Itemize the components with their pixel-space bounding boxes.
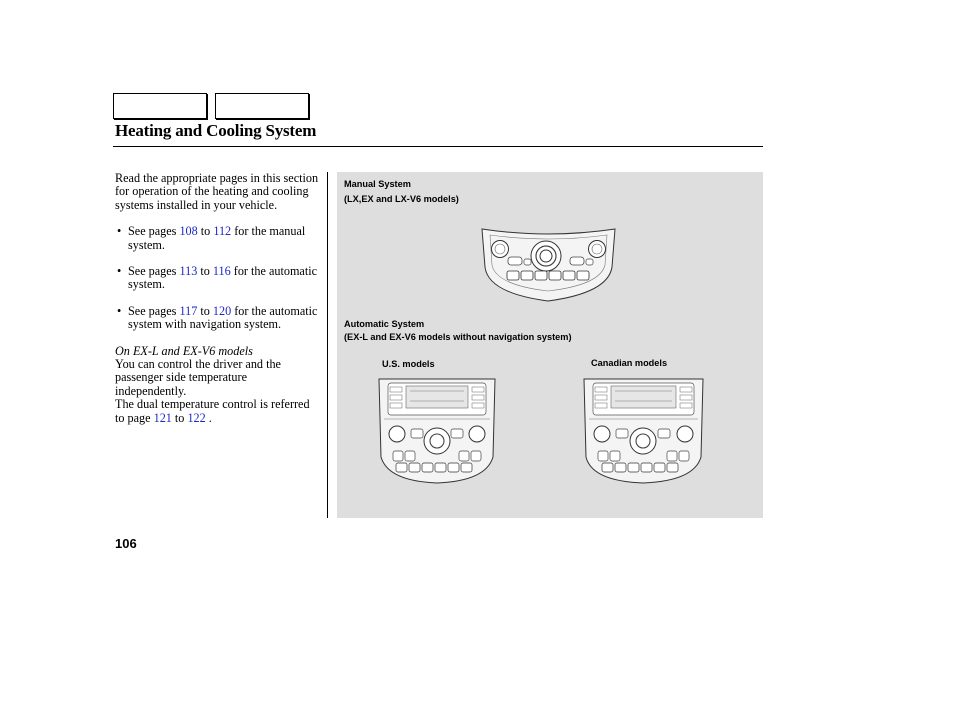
us-models-caption: U.S. models [382, 359, 435, 369]
intro-paragraph: Read the appropriate pages in this section for operation of the heating and cooling systems installed in your vehicle. [115, 171, 319, 212]
page-link-120[interactable]: 120 [212, 303, 232, 318]
automatic-system-caption: Automatic System [344, 319, 425, 329]
page-number: 106 [115, 536, 137, 551]
nav-tab-box-1[interactable] [113, 93, 207, 119]
nav-tab-box-2[interactable] [215, 93, 309, 119]
page-link-122[interactable]: 122 [187, 410, 206, 425]
manual-system-caption: Manual System [344, 179, 411, 189]
dual-control-reference: The dual temperature control is referred to page 121 to 122 . [115, 397, 310, 425]
canadian-models-caption: Canadian models [591, 358, 668, 368]
bullet-navigation-system: • See pages 117 to 120 for the automatic system with navigation system. [115, 305, 320, 332]
body-text-column [115, 172, 320, 425]
page-link-116[interactable]: 116 [212, 264, 231, 279]
title-rule [113, 146, 763, 147]
bullet-automatic-system: • See pages 113 to 116 for the automatic system. [115, 265, 320, 292]
manual-control-panel-illustration [480, 227, 617, 303]
bullet-manual-system: • See pages 108 to 112 for the manual system. [115, 225, 320, 252]
dual-control-text: You can control the driver and the passenger side temperature independently. [115, 357, 281, 398]
manual-models-caption: (LX,EX and LX-V6 models) [344, 194, 459, 204]
page-title: Heating and Cooling System [115, 121, 317, 140]
column-divider [327, 172, 328, 518]
canadian-automatic-control-panel-illustration [581, 377, 706, 485]
figure-panel [337, 172, 763, 518]
us-automatic-control-panel-illustration [376, 377, 498, 485]
page-link-121[interactable]: 121 [153, 410, 172, 425]
page-link-113[interactable]: 113 [179, 264, 198, 279]
page-link-108[interactable]: 108 [179, 224, 198, 239]
automatic-models-caption: (EX-L and EX-V6 models without navigation system) [344, 332, 572, 342]
model-note-label: On EX-L and EX-V6 models [115, 343, 253, 358]
page-link-117[interactable]: 117 [179, 303, 198, 318]
page-link-112[interactable]: 112 [213, 224, 232, 239]
